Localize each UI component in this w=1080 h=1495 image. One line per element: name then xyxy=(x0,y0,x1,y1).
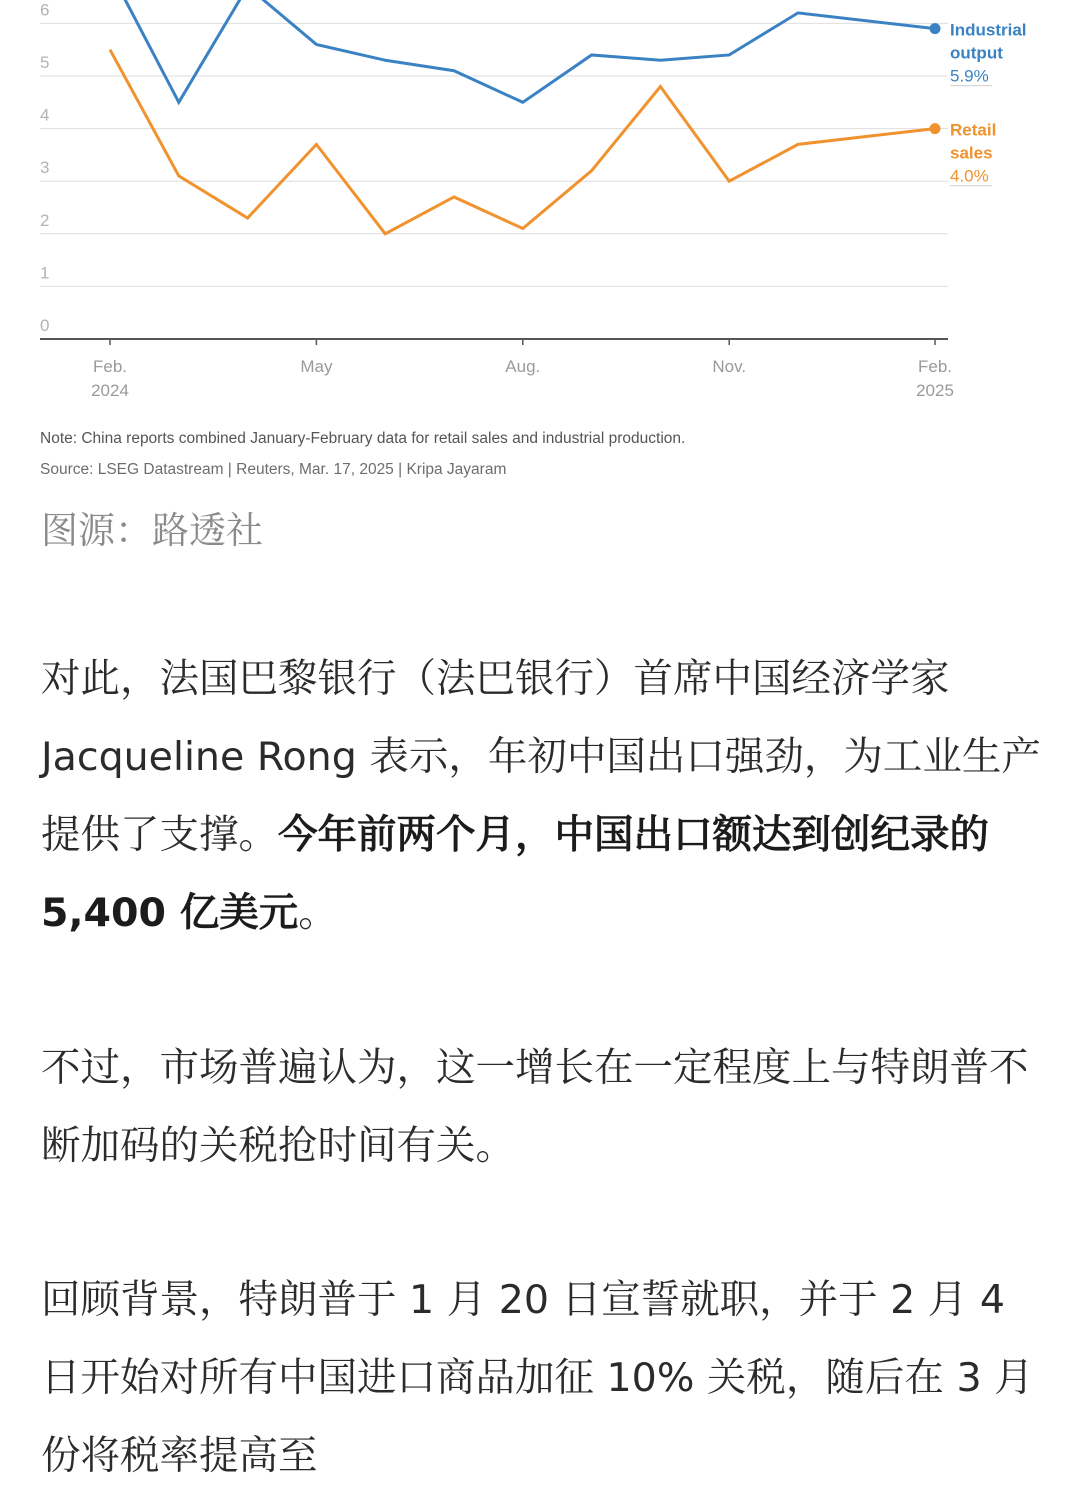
chart-source: Source: LSEG Datastream | Reuters, Mar. 17, 2025 | Kripa Jayaram xyxy=(40,461,507,478)
y-tick-label: 3 xyxy=(40,158,50,178)
y-tick-label: 4 xyxy=(40,105,50,125)
y-tick-label: 0 xyxy=(40,316,50,335)
paragraph-text: 。 xyxy=(298,890,338,936)
article-paragraph: 回顾背景，特朗普于 1 月 20 日宣誓就职，并于 2 月 4 日开始对所有中国进口商品加征 10% 关税，随后在 3 月份将税率提高至 xyxy=(41,1277,1034,1479)
article-paragraph xyxy=(41,640,1041,952)
series-label: Industrial xyxy=(950,20,1027,40)
y-tick-label: 2 xyxy=(40,210,50,230)
x-tick-year: 2024 xyxy=(91,381,129,400)
series-label: output xyxy=(950,43,1003,63)
line-chart xyxy=(0,0,1080,420)
x-tick-label: Aug. xyxy=(505,357,541,376)
article-paragraph: 不过，市场普遍认为，这一增长在一定程度上与特朗普不断加码的关税抢时间有关。 xyxy=(41,1045,1029,1169)
y-tick-label: 6 xyxy=(40,0,50,20)
paragraph-text: 对此，法国巴黎银行（法巴银行）首席中国经济学家 Jacqueline Rong 表示，年初中国出口强劲，为工业生产提供了支撑。 xyxy=(41,656,1041,858)
y-tick-label: 5 xyxy=(40,53,50,72)
x-tick-year: 2025 xyxy=(916,381,954,400)
series-label: sales xyxy=(950,143,993,163)
series-end-marker xyxy=(930,23,941,34)
series-line xyxy=(110,0,935,102)
x-tick-label: Feb. xyxy=(92,357,128,376)
y-tick-label: 1 xyxy=(40,263,50,283)
x-tick-label: Feb. xyxy=(917,357,953,376)
series-end-value: 4.0% xyxy=(950,166,989,186)
series-line xyxy=(110,50,935,234)
x-tick-label: May xyxy=(300,357,333,376)
series-end-marker xyxy=(930,123,941,134)
chart-note: Note: China reports combined January-February data for retail sales and industrial production. xyxy=(40,430,686,447)
image-caption: 图源：路透社 xyxy=(41,509,263,552)
series-end-value: 5.9% xyxy=(950,66,989,86)
x-tick-label: Nov. xyxy=(712,357,747,376)
paragraph-bold-text: 今年前两个月，中国出口额达到创纪录的 5,400 亿美元 xyxy=(41,812,989,936)
series-label: Retail xyxy=(950,120,997,140)
